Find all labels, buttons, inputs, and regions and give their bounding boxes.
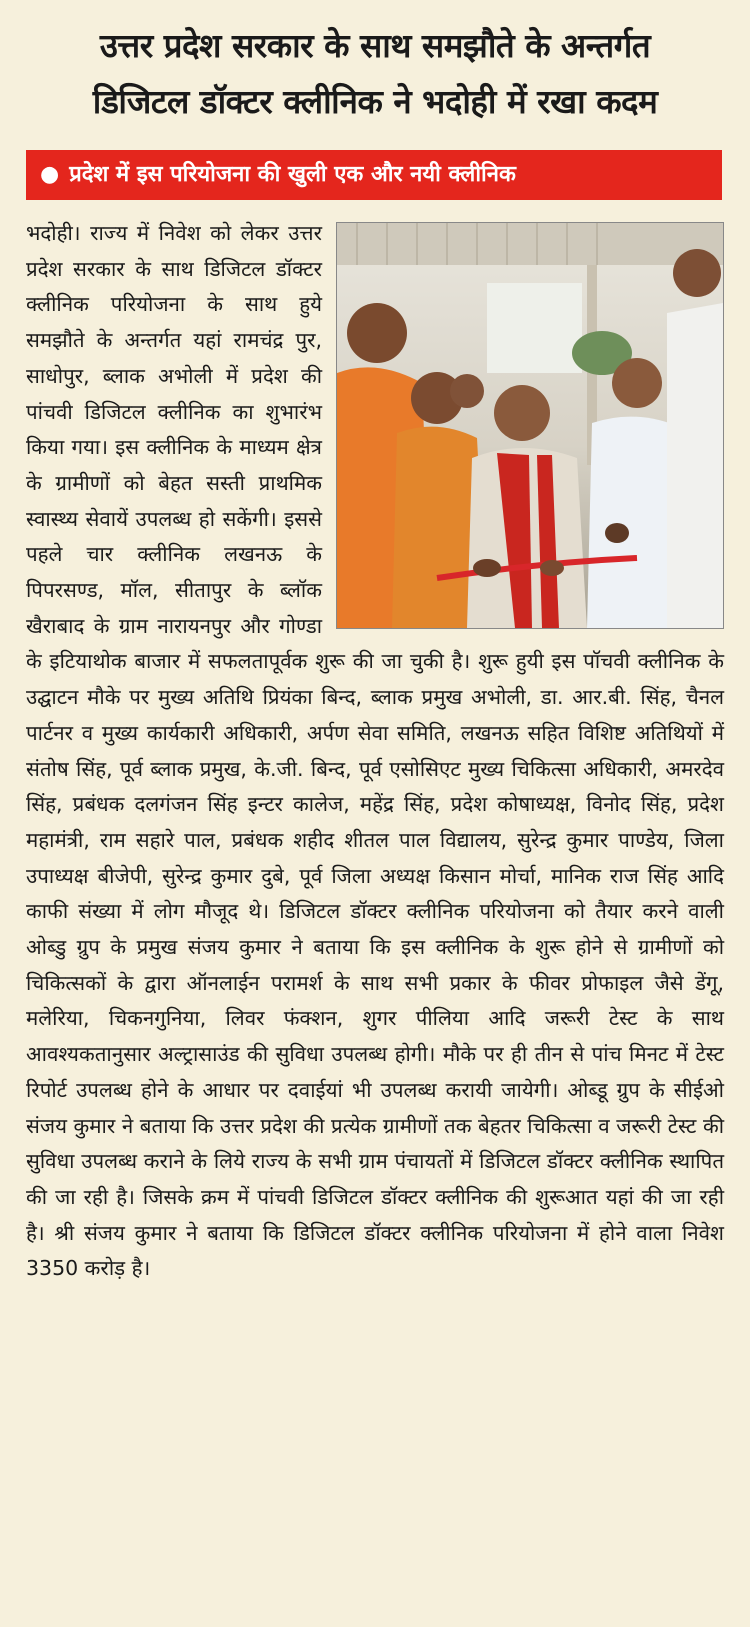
headline-line-1: उत्तर प्रदेश सरकार के साथ समझौते के अन्तर्गत bbox=[99, 26, 651, 65]
bullet-icon: ● bbox=[40, 162, 60, 187]
headline-line-2: डिजिटल डॉक्टर क्लीनिक ने भदोही में रखा कदम bbox=[92, 82, 658, 121]
photo-illustration bbox=[337, 223, 723, 628]
inauguration-photo bbox=[336, 222, 724, 629]
article-column bbox=[26, 216, 724, 1287]
article-body: भदोही। राज्य में निवेश को लेकर उत्तर प्रदेश सरकार के साथ डिजिटल डॉक्टर क्लीनिक परियोजना के साथ हुये समझौते के अन्तर्गत यहां रामचंद्र पुर, साधोपुर, ब्लाक अभोली में प्रदेश की पांचवी डिजिटल क्लीनिक का शुभारंभ किया गया। इस क्लीनिक के माध्यम क्षेत्र के ग्रामीणों को बेहत सस्ती प्राथमिक स्वास्थ्य सेवायें उपलब्ध हो सकेंगी। इससे पहले चार क्लीनिक लखनऊ के पिपरसण्ड, मॉल, सीतापुर के ब्लॉक खैराबाद के ग्राम नारायनपुर और गोण्डा के इटियाथोक बाजार में सफलतापूर्वक शुरू की जा चुकी है। शुरू हुयी इस पॉचवी क्लीनिक के उद्घाटन मौके पर मुख्य अतिथि प्रियंका बिन्द, ब्लाक प्रमुख अभोली, डा. आर.बी. सिंह, चैनल पार्टनर व मुख्य कार्यकारी अधिकारी, अर्पण सेवा समिति, लखनऊ सहित विशिष्ट अतिथियों में संतोष सिंह, पूर्व ब्लाक प्रमुख, के.जी. बिन्द, पूर्व एसोसिएट मुख्य चिकित्सा अधिकारी, अमरदेव सिंह, प्रबंधक दलगंजन सिंह इन्टर कालेज, महेंद्र सिंह, प्रदेश कोषाध्यक्ष, विनोद सिंह, प्रदेश महामंत्री, राम सहारे पाल, प्रबंधक शहीद शीतल पाल विद्यालय, सुरेन्द्र कुमार पाण्डेय, जिला उपाध्यक्ष बीजेपी, सुरेन्द्र कुमार दुबे, पूर्व जिला अध्यक्ष किसान मोर्चा, मानिक राज सिंह आदि काफी संख्या में लोग मौजूद थे। डिजिटल डॉक्टर क्लीनिक परियोजना को तैयार करने वाली ओब्डु ग्रुप के प्रमुख संजय कुमार ने बताया कि इस क्लीनिक के शुरू होने से ग्रामीणों को चिकित्सकों के द्वारा ऑनलाईन परामर्श के साथ सभी प्रकार के फीवर प्रोफाइल जैसे डेंगू, मलेरिया, चिकनगुनिया, लिवर फंक्शन, शुगर पीलिया आदि जरूरी टेस्ट के साथ आवश्यकतानुसार अल्ट्रासाउंड की सुविधा उपलब्ध होगी। मौके पर ही तीन से पांच मिनट में टेस्ट रिपोर्ट उपलब्ध होने के आधार पर दवाईयां भी उपलब्ध करायी जायेगी। ओब्डू ग्रुप के सीईओ संजय कुमार ने बताया कि उत्तर प्रदेश की प्रत्येक ग्रामीणों तक बेहतर चिकित्सा व जरूरी टेस्ट की सुविधा उपलब्ध कराने के लिये राज्य के सभी ग्राम पंचायतों में डिजिटल डॉक्टर क्लीनिक स्थापित की जा रही है। जिसके क्रम में पांचवी डिजिटल डॉक्टर क्लीनिक की शुरूआत यहां की जा रही है। श्री संजय कुमार ने बताया कि डिजिटल डॉक्टर क्लीनिक परियोजना में होने वाला निवेश 3350 करोड़ है। bbox=[26, 221, 724, 1281]
headline bbox=[0, 0, 750, 130]
subheadline-text: प्रदेश में इस परियोजना की खुली एक और नयी क्लीनिक bbox=[69, 162, 516, 187]
subheadline-banner bbox=[26, 150, 722, 200]
